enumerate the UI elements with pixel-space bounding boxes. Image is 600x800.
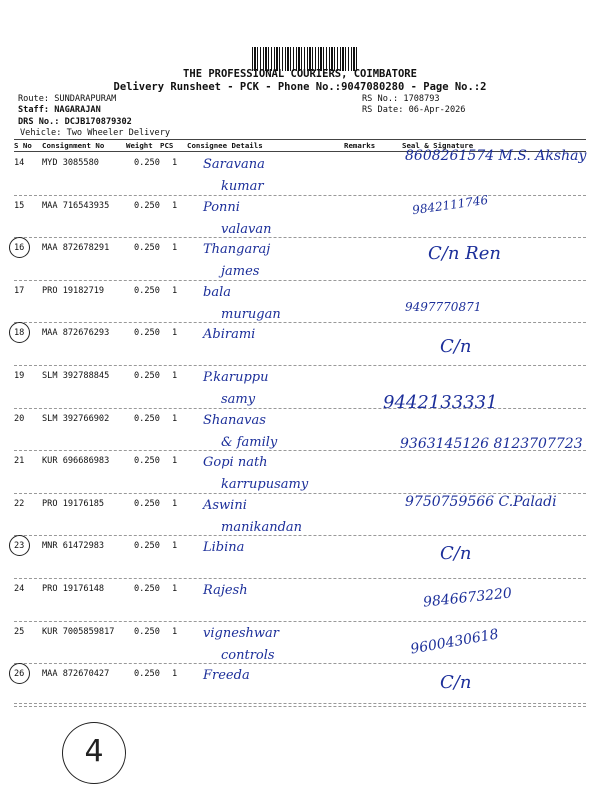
- header-divider: [14, 139, 586, 140]
- consignment-number: PRO 19176185: [42, 498, 105, 509]
- row-sno: 23: [14, 541, 25, 552]
- consignment-number: KUR 7005859817: [42, 626, 115, 637]
- pieces: 1: [172, 328, 178, 339]
- signature: 8608261574 M.S. Akshay: [405, 148, 587, 164]
- col-pcs: PCS: [160, 141, 174, 150]
- pieces: 1: [172, 669, 178, 680]
- pieces: 1: [172, 158, 178, 168]
- rs-date: RS Date: 06-Apr-2026: [362, 105, 466, 115]
- pieces: 1: [172, 456, 178, 467]
- row-sno: 14: [14, 158, 25, 168]
- pieces: 1: [172, 285, 178, 296]
- consignment-number: PRO 19176148: [42, 584, 105, 594]
- consignee-line: samy: [221, 392, 256, 407]
- pieces: 1: [172, 243, 178, 254]
- consignee-line: & family: [221, 434, 278, 450]
- consignee-line: Shanavas: [203, 412, 266, 428]
- row-divider: [14, 408, 586, 409]
- consignee-line: Freeda: [203, 668, 250, 684]
- weight: 0.250: [134, 158, 160, 168]
- consignee-line: Aswini: [203, 497, 247, 513]
- col-seal: Seal & Signature: [402, 141, 474, 150]
- consignee-details: [203, 410, 353, 454]
- row-sno: 20: [14, 413, 25, 424]
- consignee-details: [203, 324, 353, 346]
- consignee-line: controls: [221, 647, 275, 663]
- row-divider: [14, 535, 586, 536]
- row-sno: 21: [14, 456, 25, 467]
- consignee-details: [203, 537, 353, 559]
- weight: 0.250: [134, 669, 160, 680]
- consignee-details: [203, 623, 353, 667]
- consignee-line: bala: [203, 284, 231, 300]
- signature: 9600430618: [409, 626, 500, 658]
- consignee-line: murugan: [221, 306, 281, 322]
- signature: C/n Ren: [428, 243, 501, 264]
- drs-number: DRS No.: DCJB170879302: [18, 117, 132, 127]
- row-sno: 17: [14, 285, 25, 296]
- consignment-number: MAA 716543935: [42, 200, 110, 211]
- row-sno: 18: [14, 328, 25, 339]
- row-sno: 16: [14, 243, 25, 254]
- consignee-line: Ponni: [203, 199, 240, 215]
- row-divider: [14, 322, 586, 323]
- consignee-line: Saravana: [203, 157, 265, 172]
- row-sno: 24: [14, 584, 25, 594]
- page-number-circle: 4: [62, 722, 126, 784]
- consignee-line: manikandan: [221, 519, 303, 535]
- consignee-details: [203, 154, 353, 198]
- consignment-number: PRO 19182719: [42, 285, 105, 296]
- weight: 0.250: [134, 541, 160, 552]
- consignee-line: karrupusamy: [221, 477, 309, 493]
- consignment-number: MAA 872678291: [42, 243, 110, 254]
- weight: 0.250: [134, 200, 160, 211]
- consignment-number: SLM 392766902: [42, 413, 110, 424]
- consignee-details: [203, 282, 353, 326]
- col-remarks: Remarks: [344, 141, 376, 150]
- consignee-line: kumar: [221, 179, 264, 194]
- consignee-line: Thangaraj: [203, 242, 271, 258]
- pieces: 1: [172, 541, 178, 552]
- row-divider: [14, 578, 586, 579]
- weight: 0.250: [134, 456, 160, 467]
- pieces: 1: [172, 498, 178, 509]
- vehicle: Vehicle: Two Wheeler Delivery: [20, 128, 171, 138]
- signature: C/n: [440, 336, 472, 357]
- consignee-details: [203, 580, 353, 602]
- consignee-line: P.karuppu: [203, 370, 269, 385]
- weight: 0.250: [134, 371, 160, 381]
- weight: 0.250: [134, 626, 160, 637]
- consignee-line: Libina: [203, 540, 245, 556]
- row-divider: [14, 195, 586, 196]
- table-bottom-line: [14, 703, 586, 704]
- col-weight: Weight: [126, 141, 153, 150]
- pieces: 1: [172, 626, 178, 637]
- consignment-number: MNR 61472983: [42, 541, 105, 552]
- signature: C/n: [440, 543, 472, 564]
- consignment-number: SLM 392788845: [42, 371, 110, 381]
- consignment-number: MYD 3085580: [42, 158, 99, 168]
- weight: 0.250: [134, 413, 160, 424]
- weight: 0.250: [134, 243, 160, 254]
- weight: 0.250: [134, 328, 160, 339]
- runsheet-title: Delivery Runsheet - PCK - Phone No.:9047080280 - Page No.:2: [113, 81, 487, 93]
- pieces: 1: [172, 371, 178, 381]
- signature: C/n: [440, 672, 472, 693]
- signature: 9442133331: [383, 392, 498, 413]
- row-sno: 19: [14, 371, 25, 381]
- signature: 9846673220: [422, 585, 513, 611]
- consignee-line: Abirami: [203, 327, 256, 343]
- consignee-details: [203, 495, 353, 539]
- row-sno: 25: [14, 626, 25, 637]
- staff: Staff: NAGARAJAN: [18, 105, 101, 115]
- route: Route: SUNDARAPURAM: [18, 94, 117, 104]
- pieces: 1: [172, 413, 178, 424]
- row-divider: [14, 621, 586, 622]
- consignee-line: valavan: [221, 221, 272, 237]
- consignee-details: [203, 239, 353, 283]
- row-sno: 26: [14, 669, 25, 680]
- consignment-number: KUR 696686983: [42, 456, 110, 467]
- consignee-details: [203, 665, 353, 687]
- pieces: 1: [172, 200, 178, 211]
- consignee-line: Rajesh: [203, 583, 248, 598]
- company-title: THE PROFESSIONAL COURIERS, COIMBATORE: [183, 68, 417, 80]
- signature: 9842111746: [411, 192, 489, 218]
- consignee-line: Gopi nath: [203, 455, 268, 471]
- row-sno: 22: [14, 498, 25, 509]
- row-divider: [14, 663, 586, 664]
- row-divider: [14, 237, 586, 238]
- signature: 9363145126 8123707723: [400, 436, 583, 452]
- col-consignment: Consignment No: [42, 141, 105, 150]
- pieces: 1: [172, 584, 178, 594]
- row-divider: [14, 706, 586, 707]
- signature: 9750759566 C.Paladi: [405, 494, 557, 510]
- weight: 0.250: [134, 498, 160, 509]
- consignment-number: MAA 872670427: [42, 669, 110, 680]
- row-divider: [14, 280, 586, 281]
- consignee-details: [203, 197, 353, 241]
- consignment-number: MAA 872676293: [42, 328, 110, 339]
- consignee-line: vigneshwar: [203, 625, 280, 641]
- col-sno: S No: [14, 141, 32, 150]
- rs-number: RS No.: 1708793: [362, 94, 440, 104]
- consignee-details: [203, 367, 353, 411]
- col-consignee: Consignee Details: [187, 141, 263, 150]
- consignee-line: james: [221, 264, 260, 280]
- consignee-details: [203, 452, 353, 496]
- weight: 0.250: [134, 285, 160, 296]
- row-divider: [14, 365, 586, 366]
- weight: 0.250: [134, 584, 160, 594]
- signature: 9497770871: [405, 300, 482, 314]
- row-sno: 15: [14, 200, 25, 211]
